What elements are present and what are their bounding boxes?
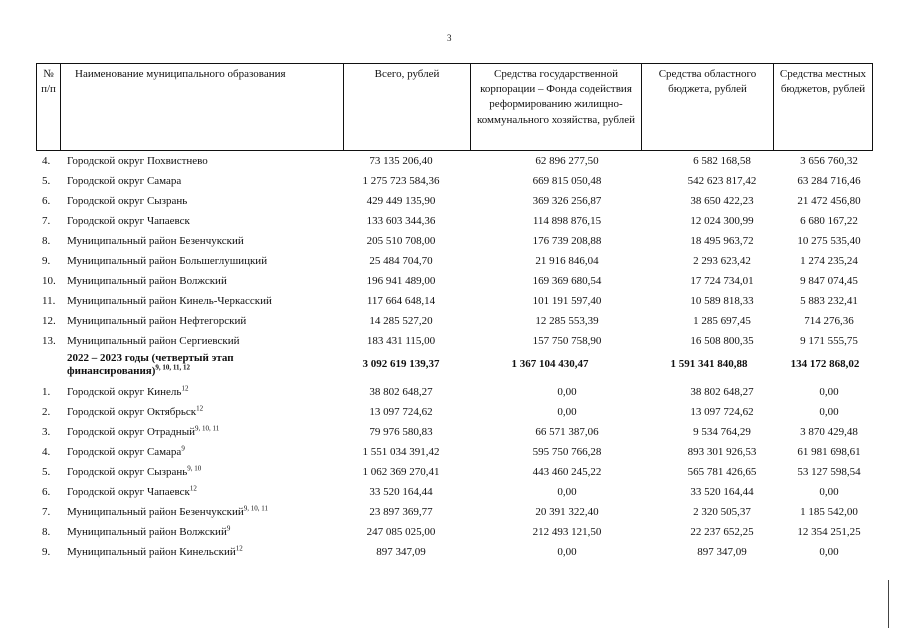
- header-name: Наименование муниципального образования: [61, 64, 344, 151]
- row-regional: 17 724 734,01: [690, 275, 754, 287]
- table-row: [36, 171, 870, 191]
- row-name: [67, 171, 181, 191]
- stage-row: [36, 351, 870, 382]
- table-header: [36, 63, 873, 151]
- row-regional: 2 293 623,42: [693, 255, 751, 267]
- row-footnote: 12: [181, 384, 189, 393]
- row-regional: 33 520 164,44: [690, 486, 754, 498]
- row-name-text: Городской округ Сызрань: [67, 195, 188, 207]
- row-name: [67, 211, 190, 231]
- row-fund: 12 285 553,39: [535, 315, 599, 327]
- row-name: [67, 522, 230, 542]
- stage-name-text: 2022 – 2023 годы (четвертый этап финансирования): [67, 352, 234, 377]
- row-name-text: Городской округ Похвистнево: [67, 155, 208, 167]
- row-number: 4.: [42, 446, 51, 458]
- stage-local: 134 172 868,02: [790, 358, 860, 370]
- table-row: [36, 151, 870, 171]
- row-fund: 157 750 758,90: [532, 335, 602, 347]
- row-regional: 10 589 818,33: [690, 295, 754, 307]
- row-total: 1 275 723 584,36: [362, 175, 440, 187]
- row-number: 1.: [42, 386, 51, 398]
- row-name: [67, 382, 188, 402]
- table-row: [36, 522, 870, 542]
- row-name-text: Муниципальный район Волжский: [67, 526, 227, 538]
- row-name: [67, 542, 243, 562]
- row-total: 183 431 115,00: [366, 335, 436, 347]
- row-number: 9.: [42, 255, 51, 267]
- row-local: 0,00: [819, 406, 839, 418]
- table-row: [36, 422, 870, 442]
- row-fund: 0,00: [557, 386, 577, 398]
- row-regional: 9 534 764,29: [693, 426, 751, 438]
- row-local: 714 276,36: [804, 315, 854, 327]
- row-number: 6.: [42, 486, 51, 498]
- row-regional: 6 582 168,58: [693, 155, 751, 167]
- scan-margin-line: [888, 580, 889, 628]
- row-fund: 169 369 680,54: [532, 275, 602, 287]
- table-row: [36, 502, 870, 522]
- row-name-text: Муниципальный район Кинель-Черкасский: [67, 295, 272, 307]
- table-row: [36, 211, 870, 231]
- row-local: 53 127 598,54: [797, 466, 861, 478]
- row-name-text: Муниципальный район Сергиевский: [67, 335, 240, 347]
- stage-total: 3 092 619 139,37: [362, 358, 440, 370]
- row-footnote: 9: [181, 444, 185, 453]
- row-local: 1 274 235,24: [800, 255, 858, 267]
- stage-fund: 1 367 104 430,47: [511, 358, 589, 370]
- row-number: 8.: [42, 235, 51, 247]
- page-number: 3: [447, 33, 452, 43]
- row-fund: 21 916 846,04: [535, 255, 599, 267]
- row-total: 79 976 580,83: [369, 426, 433, 438]
- row-regional: 897 347,09: [697, 546, 747, 558]
- row-name: [67, 482, 197, 502]
- table-row: [36, 271, 870, 291]
- stage-footnote: 9, 10, 11, 12: [155, 363, 191, 372]
- row-fund: 595 750 766,28: [532, 446, 602, 458]
- row-local: 1 185 542,00: [800, 506, 858, 518]
- table-row: [36, 251, 870, 271]
- row-name: [67, 422, 219, 442]
- row-local: 9 847 074,45: [800, 275, 858, 287]
- row-local: 5 883 232,41: [800, 295, 858, 307]
- row-total: 38 802 648,27: [369, 386, 433, 398]
- row-number: 9.: [42, 546, 51, 558]
- row-name: [67, 231, 244, 251]
- header-fund: Средства государственной корпорации – Фонда содействия реформированию жилищно-коммунального хозяйства, рублей: [471, 64, 642, 151]
- row-total: 23 897 369,77: [369, 506, 433, 518]
- row-local: 3 656 760,32: [800, 155, 858, 167]
- row-total: 25 484 704,70: [369, 255, 433, 267]
- row-fund: 369 326 256,87: [532, 195, 602, 207]
- row-name-text: Муниципальный район Нефтегорский: [67, 315, 247, 327]
- row-name: [67, 251, 267, 271]
- row-number: 7.: [42, 215, 51, 227]
- row-name: [67, 462, 201, 482]
- row-number: 4.: [42, 155, 51, 167]
- row-name-text: Муниципальный район Безенчукский: [67, 506, 244, 518]
- row-fund: 114 898 876,15: [532, 215, 602, 227]
- row-total: 1 551 034 391,42: [362, 446, 440, 458]
- row-fund: 66 571 387,06: [535, 426, 599, 438]
- row-name: [67, 151, 208, 171]
- table-row: [36, 231, 870, 251]
- row-total: 14 285 527,20: [369, 315, 433, 327]
- row-total: 117 664 648,14: [366, 295, 436, 307]
- row-total: 429 449 135,90: [366, 195, 436, 207]
- row-regional: 16 508 800,35: [690, 335, 754, 347]
- row-regional: 893 301 926,53: [687, 446, 757, 458]
- row-name-text: Муниципальный район Большеглушицкий: [67, 255, 268, 267]
- row-total: 133 603 344,36: [366, 215, 436, 227]
- row-name: [67, 331, 240, 351]
- row-local: 21 472 456,80: [797, 195, 861, 207]
- row-footnote: 12: [235, 544, 243, 553]
- row-number: 2.: [42, 406, 51, 418]
- header-regional: Средства областного бюджета, рублей: [642, 64, 774, 151]
- row-name: [67, 442, 185, 462]
- row-number: 10.: [42, 275, 56, 287]
- row-name: [67, 191, 187, 211]
- stage-regional: 1 591 341 840,88: [670, 358, 748, 370]
- row-total: 247 085 025,00: [366, 526, 436, 538]
- table-body: [36, 151, 870, 562]
- row-fund: 0,00: [557, 486, 577, 498]
- row-name: [67, 402, 203, 422]
- row-name-text: Городской округ Сызрань: [67, 466, 188, 478]
- row-regional: 12 024 300,99: [690, 215, 754, 227]
- table-row: [36, 442, 870, 462]
- row-fund: 212 493 121,50: [532, 526, 602, 538]
- row-local: 0,00: [819, 486, 839, 498]
- table-row: [36, 462, 870, 482]
- stage-name: [67, 352, 297, 378]
- row-local: 6 680 167,22: [800, 215, 858, 227]
- row-number: 12.: [42, 315, 56, 327]
- row-name-text: Муниципальный район Кинельский: [67, 546, 236, 558]
- row-local: 61 981 698,61: [797, 446, 861, 458]
- row-number: 8.: [42, 526, 51, 538]
- row-name-text: Городской округ Отрадный: [67, 426, 195, 438]
- table-row: [36, 191, 870, 211]
- row-local: 10 275 535,40: [797, 235, 861, 247]
- rows-part2: [36, 382, 870, 562]
- row-regional: 18 495 963,72: [690, 235, 754, 247]
- row-name-text: Городской округ Кинель: [67, 386, 182, 398]
- header-local: Средства местных бюджетов, рублей: [774, 64, 873, 151]
- row-regional: 38 650 422,23: [690, 195, 754, 207]
- row-total: 73 135 206,40: [369, 155, 433, 167]
- row-name-text: Муниципальный район Волжский: [67, 275, 227, 287]
- table-row: [36, 382, 870, 402]
- row-footnote: 9, 10, 11: [243, 504, 269, 513]
- row-total: 13 097 724,62: [369, 406, 433, 418]
- row-fund: 176 739 208,88: [532, 235, 602, 247]
- row-number: 6.: [42, 195, 51, 207]
- table-row: [36, 331, 870, 351]
- row-fund: 62 896 277,50: [535, 155, 599, 167]
- row-regional: 1 285 697,45: [693, 315, 751, 327]
- row-name: [67, 311, 246, 331]
- header-num: № п/п: [37, 64, 61, 151]
- row-footnote: 9: [226, 524, 231, 533]
- row-total: 897 347,09: [376, 546, 426, 558]
- row-local: 12 354 251,25: [797, 526, 861, 538]
- row-name: [67, 271, 227, 291]
- row-local: 63 284 716,46: [797, 175, 861, 187]
- row-regional: 2 320 505,37: [693, 506, 751, 518]
- row-total: 205 510 708,00: [366, 235, 436, 247]
- row-name-text: Городской округ Самара: [67, 175, 182, 187]
- row-number: 5.: [42, 466, 51, 478]
- row-name-text: Городской округ Чапаевск: [67, 215, 190, 227]
- row-name-text: Городской округ Чапаевск: [67, 486, 190, 498]
- row-footnote: 9, 10: [187, 464, 202, 473]
- table-row: [36, 291, 870, 311]
- row-local: 0,00: [819, 546, 839, 558]
- row-local: 0,00: [819, 386, 839, 398]
- row-number: 11.: [42, 295, 56, 307]
- row-regional: 13 097 724,62: [690, 406, 754, 418]
- row-regional: 542 623 817,42: [687, 175, 757, 187]
- row-name: [67, 291, 272, 311]
- row-fund: 20 391 322,40: [535, 506, 599, 518]
- header-total: Всего, рублей: [344, 64, 471, 151]
- row-fund: 101 191 597,40: [532, 295, 602, 307]
- row-fund: 669 815 050,48: [532, 175, 602, 187]
- row-fund: 0,00: [557, 406, 577, 418]
- table-row: [36, 402, 870, 422]
- row-local: 3 870 429,48: [800, 426, 858, 438]
- row-footnote: 12: [189, 484, 197, 493]
- row-number: 3.: [42, 426, 51, 438]
- row-number: 5.: [42, 175, 51, 187]
- row-name: [67, 502, 268, 522]
- row-regional: 565 781 426,65: [687, 466, 757, 478]
- row-number: 13.: [42, 335, 56, 347]
- rows-part1: [36, 151, 870, 351]
- row-name-text: Городской округ Октябрьск: [67, 406, 197, 418]
- row-footnote: 9, 10, 11: [194, 424, 220, 433]
- row-total: 33 520 164,44: [369, 486, 433, 498]
- row-regional: 38 802 648,27: [690, 386, 754, 398]
- row-footnote: 12: [196, 404, 204, 413]
- row-fund: 0,00: [557, 546, 577, 558]
- table-row: [36, 542, 870, 562]
- row-total: 1 062 369 270,41: [362, 466, 440, 478]
- row-name-text: Городской округ Самара: [67, 446, 182, 458]
- row-fund: 443 460 245,22: [532, 466, 602, 478]
- row-local: 9 171 555,75: [800, 335, 858, 347]
- row-name-text: Муниципальный район Безенчукский: [67, 235, 244, 247]
- table-row: [36, 311, 870, 331]
- table-row: [36, 482, 870, 502]
- row-total: 196 941 489,00: [366, 275, 436, 287]
- row-number: 7.: [42, 506, 51, 518]
- row-regional: 22 237 652,25: [690, 526, 754, 538]
